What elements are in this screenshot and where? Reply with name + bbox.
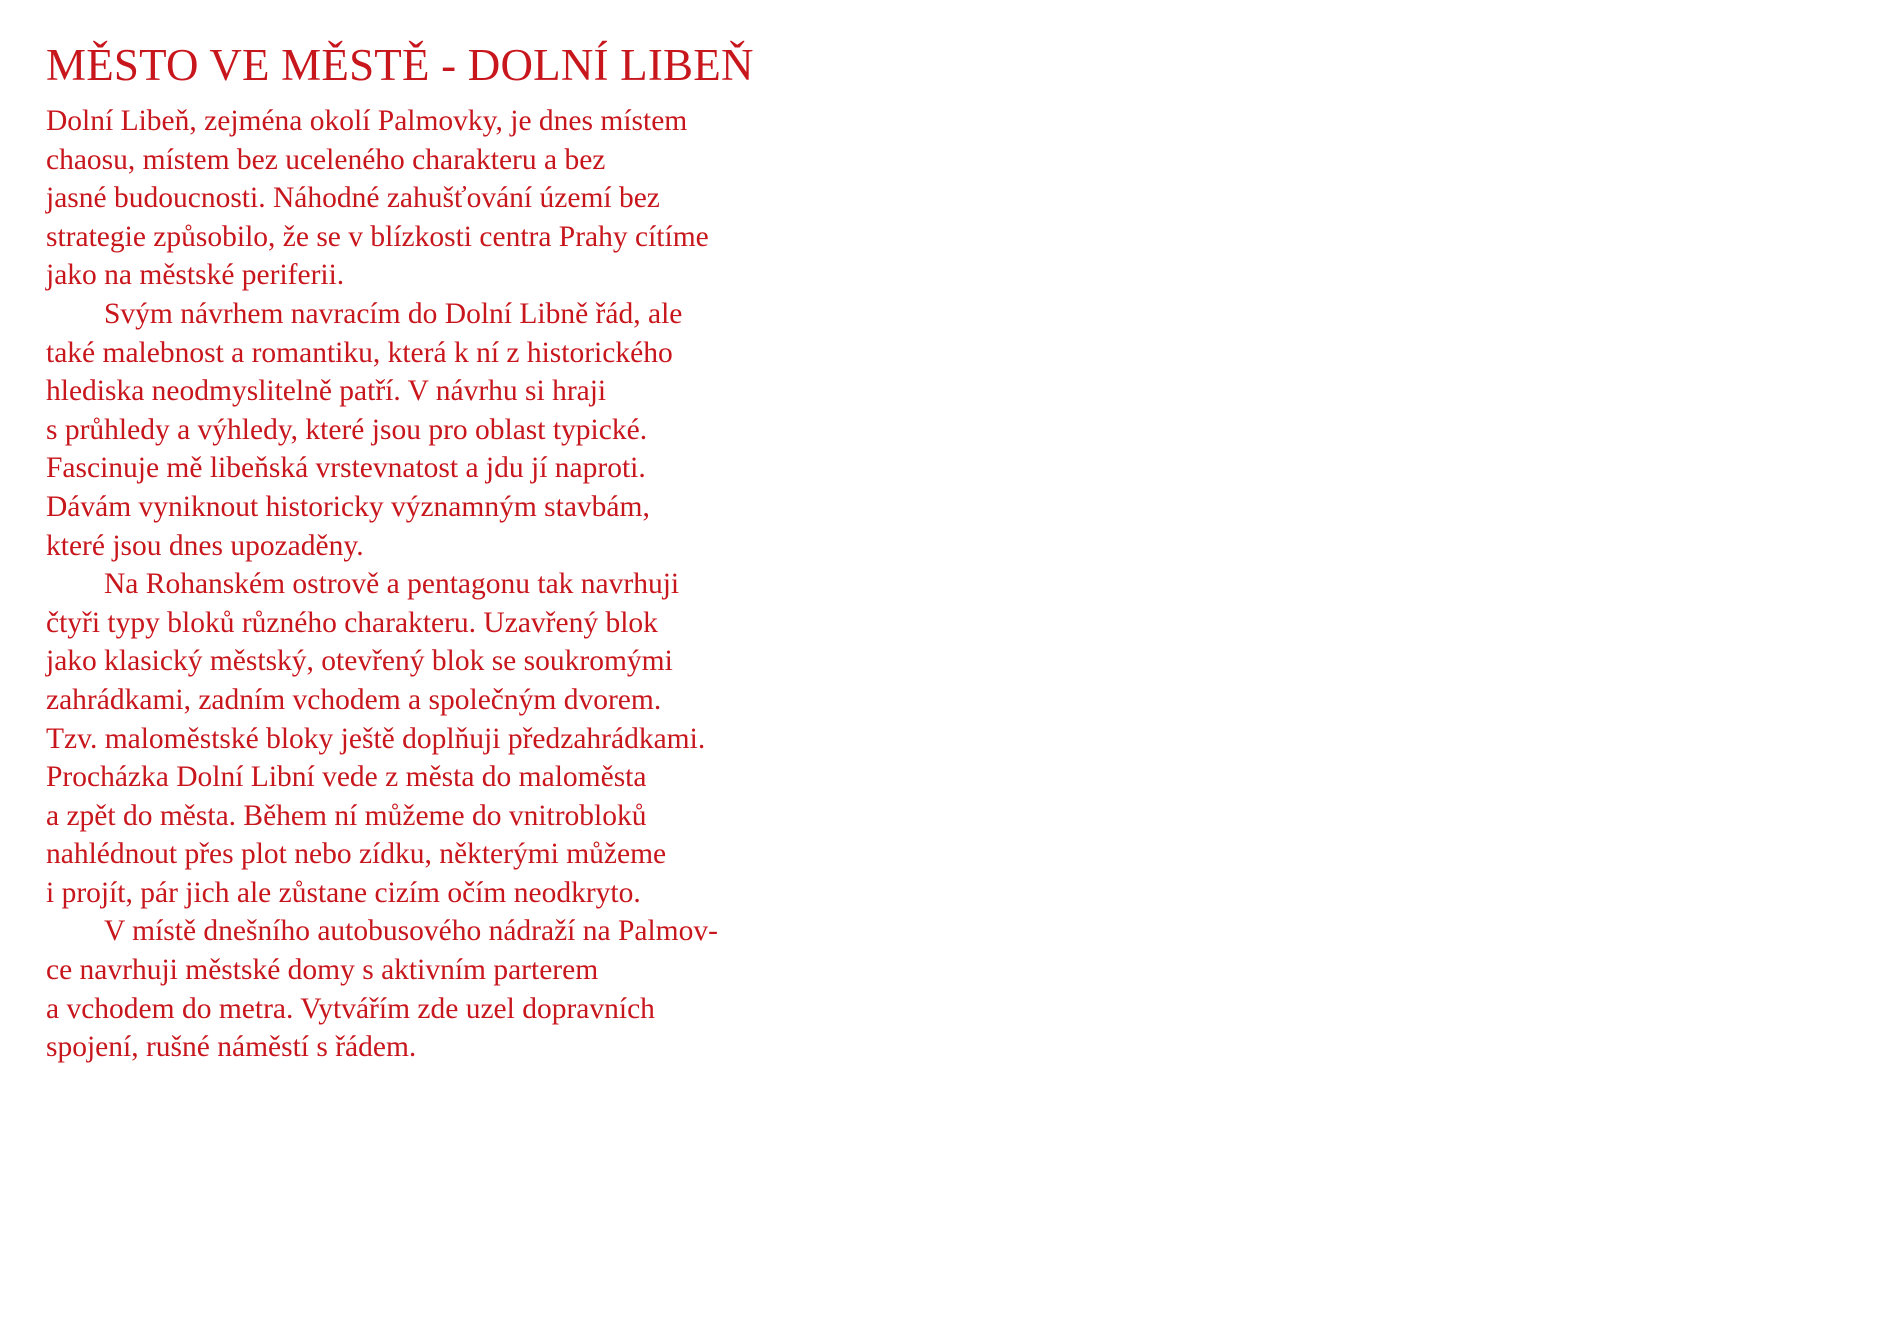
text-line: hlediska neodmyslitelně patří. V návrhu si hraji [46, 375, 607, 408]
text-line: Fascinuje mě libeňská vrstevnatost a jdu jí naproti. [46, 452, 646, 485]
text-line: Dolní Libeň, zejména okolí Palmovky, je dnes místem [46, 105, 688, 137]
text-line: chaosu, místem bez uceleného charakteru a bez [46, 143, 606, 176]
text-line: nahlédnout přes plot nebo zídku, některými můžeme [46, 838, 667, 871]
document-page [46, 36, 786, 1067]
page-title: MĚSTO VE MĚSTĚ - DOLNÍ LIBEŇ [46, 40, 754, 90]
text-line: zahrádkami, zadním vchodem a společným dvorem. [46, 683, 662, 716]
text-line: Svým návrhem navracím do Dolní Libně řád, ale [104, 297, 683, 330]
paragraph-block-types [46, 565, 786, 912]
text-line: V místě dnešního autobusového nádraží na Palmov- [104, 915, 718, 948]
text-line: ce navrhuji městské domy s aktivním parterem [46, 954, 599, 987]
paragraph-design-approach [46, 295, 786, 565]
text-line: jasné budoucnosti. Náhodné zahušťování území bez [46, 182, 660, 215]
text-line: Tzv. maloměstské bloky ještě doplňuji předzahrádkami. [46, 722, 706, 755]
text-line: jako klasický městský, otevřený blok se soukromými [46, 645, 673, 678]
text-line: čtyři typy bloků různého charakteru. Uzavřený blok [46, 606, 658, 639]
paragraph-intro [46, 102, 786, 295]
text-line: Procházka Dolní Libní vede z města do maloměsta [46, 761, 647, 794]
text-line: strategie způsobilo, že se v blízkosti centra Prahy cítíme [46, 220, 709, 253]
text-line: i projít, pár jich ale zůstane cizím očím neodkryto. [46, 876, 641, 909]
text-line: a zpět do města. Během ní můžeme do vnitrobloků [46, 799, 647, 832]
text-line: které jsou dnes upozaděny. [46, 529, 364, 562]
text-line: Na Rohanském ostrově a pentagonu tak navrhuji [104, 568, 680, 601]
text-line: Dávám vyniknout historicky významným stavbám, [46, 490, 650, 523]
text-line: spojení, rušné náměstí s řádem. [46, 1031, 417, 1064]
text-line: s průhledy a výhledy, které jsou pro oblast typické. [46, 413, 648, 446]
text-line: jako na městské periferii. [46, 259, 345, 292]
text-line: také malebnost a romantiku, která k ní z historického [46, 336, 673, 369]
paragraph-palmovka-station [46, 912, 786, 1066]
text-line: a vchodem do metra. Vytvářím zde uzel dopravních [46, 992, 655, 1025]
